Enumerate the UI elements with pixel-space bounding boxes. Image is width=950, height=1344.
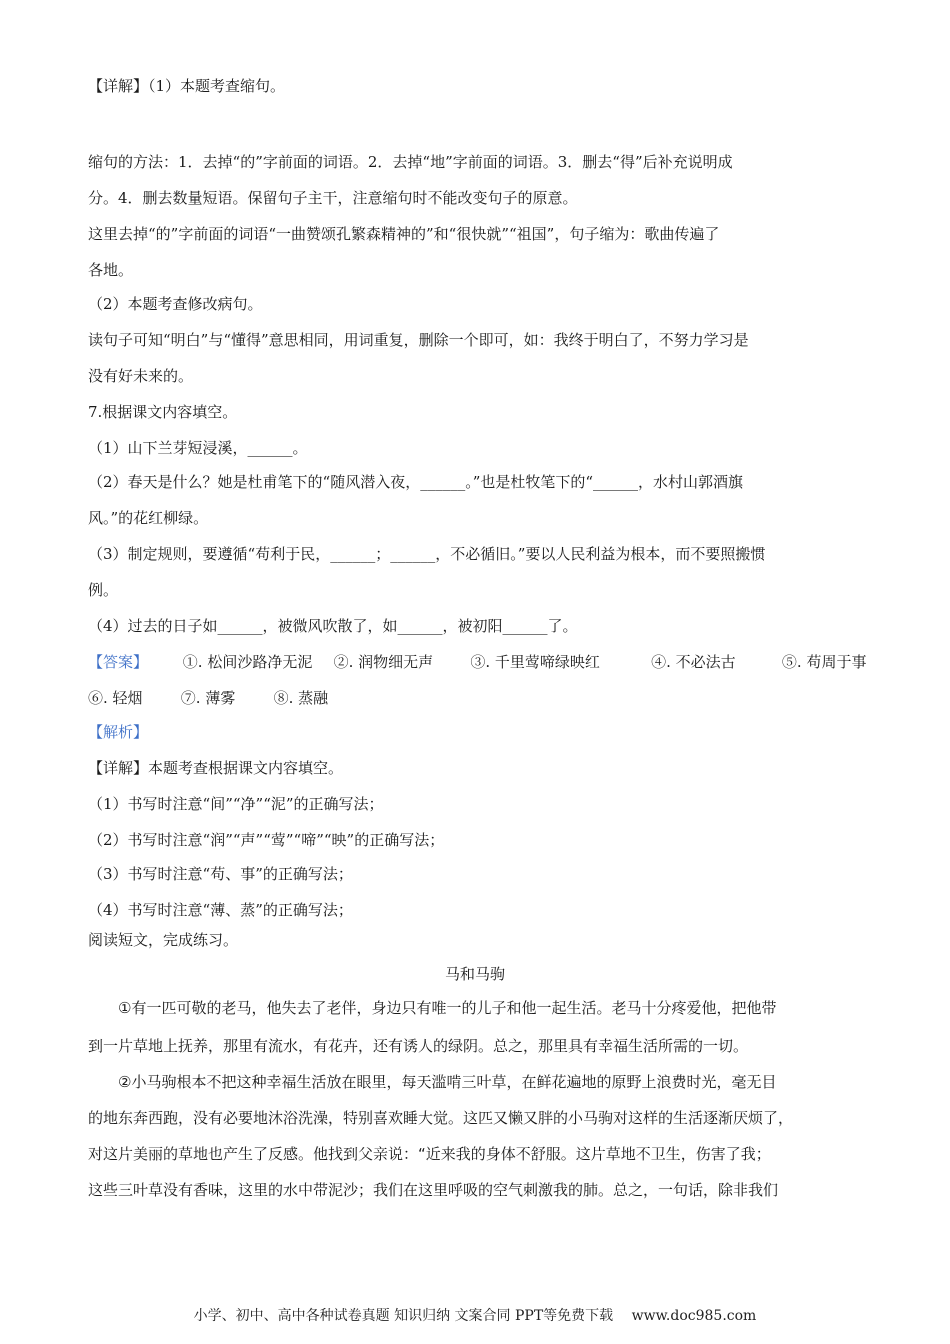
passage-title: 马和马驹 <box>444 965 505 983</box>
q7-item-2-line-2: 风。”的花红柳绿。 <box>88 509 209 527</box>
answer-item: ③. 千里莺啼绿映红 <box>470 653 600 671</box>
answer-item: ①. 松间沙路净无泥 <box>182 653 313 671</box>
part2-line-2: 没有好未来的。 <box>88 367 194 385</box>
answer-item: ⑤. 苟周于事 <box>781 653 867 671</box>
q7-note-1: （1）书写时注意“间”“净”“泥”的正确写法； <box>88 795 384 813</box>
method-line-1: 缩句的方法：1．去掉“的”字前面的词语。2．去掉“地”字前面的词语。3．删去“得”后补充说明成 <box>88 153 733 171</box>
analysis-label: 【解析】 <box>88 723 149 741</box>
answer-item: ④. 不必法古 <box>651 653 736 671</box>
detail-heading: 【详解】（1）本题考查缩句。 <box>88 77 286 95</box>
q7-note-2: （2）书写时注意“润”“声”“莺”“啼”“映”的正确写法； <box>88 831 445 849</box>
q7-detail: 【详解】本题考查根据课文内容填空。 <box>88 759 344 777</box>
question-7-stem: 7.根据课文内容填空。 <box>88 403 238 421</box>
method-line-2: 分。4．删去数量短语。保留句子主干，注意缩句时不能改变句子的原意。 <box>88 189 578 207</box>
answer-item: ⑥. 轻烟 <box>88 689 143 707</box>
passage-line: 的地东奔西跑，没有必要地沐浴洗澡，特别喜欢睡大觉。这匹又懒又胖的小马驹对这样的生活逐渐厌烦了， <box>88 1109 794 1127</box>
passage-line: 对这片美丽的草地也产生了反感。他找到父亲说：“近来我的身体不舒服。这片草地不卫生，伤害了我； <box>88 1145 771 1163</box>
passage-line: 这些三叶草没有香味，这里的水中带泥沙；我们在这里呼吸的空气刺激我的肺。总之，一句话，除非我们 <box>88 1181 779 1199</box>
answer-item: ②. 润物细无声 <box>333 653 434 671</box>
passage-line: ①有一匹可敬的老马，他失去了老伴，身边只有唯一的儿子和他一起生活。老马十分疼爱他，把他带 <box>88 999 777 1017</box>
q7-note-4: （4）书写时注意“薄、蒸”的正确写法； <box>88 901 353 919</box>
part2-line-1: 读句子可知“明白”与“懂得”意思相同，用词重复，删除一个即可，如：我终于明白了，不努力学习是 <box>88 331 749 349</box>
answer-item: ⑦. 薄雾 <box>180 689 236 707</box>
answer-label: 【答案】 <box>88 653 149 671</box>
q7-item-2-line-1: （2）春天是什么？她是杜甫笔下的“随风潜入夜，______。”也是杜牧笔下的“______，水村山郭酒旗 <box>88 473 744 491</box>
q7-item-4: （4）过去的日子如______，被微风吹散了，如______，被初阳______了。 <box>88 617 578 635</box>
apply-line-2: 各地。 <box>88 261 134 279</box>
page-footer: 小学、初中、高中各种试卷真题 知识归纳 文案合同 PPT等免费下载 www.doc985.com <box>193 1308 757 1324</box>
q7-item-1: （1）山下兰芽短浸溪，______。 <box>88 439 308 457</box>
passage-line: 到一片草地上抚养，那里有流水，有花卉，还有诱人的绿阴。总之，那里具有幸福生活所需的一切。 <box>88 1037 749 1055</box>
q7-item-3-line-2: 例。 <box>88 581 119 599</box>
answer-item: ⑧. 蒸融 <box>273 689 329 707</box>
q7-note-3: （3）书写时注意“苟、事”的正确写法； <box>88 865 353 883</box>
answer-row-2 <box>88 688 868 708</box>
part2-heading: （2）本题考查修改病句。 <box>88 295 263 313</box>
reading-intro: 阅读短文，完成练习。 <box>88 931 239 949</box>
q7-item-3-line-1: （3）制定规则，要遵循“苟利于民，______；______，不必循旧。”要以人民利益为根本，而不要照搬惯 <box>88 545 766 563</box>
answer-row-1 <box>88 652 868 672</box>
apply-line-1: 这里去掉“的”字前面的词语“一曲赞颂孔繁森精神的”和“很快就”“祖国”，句子缩为：歌曲传遍了 <box>88 225 720 243</box>
passage-line: ②小马驹根本不把这种幸福生活放在眼里，每天滥啃三叶草，在鲜花遍地的原野上浪费时光，毫无目 <box>88 1073 777 1091</box>
